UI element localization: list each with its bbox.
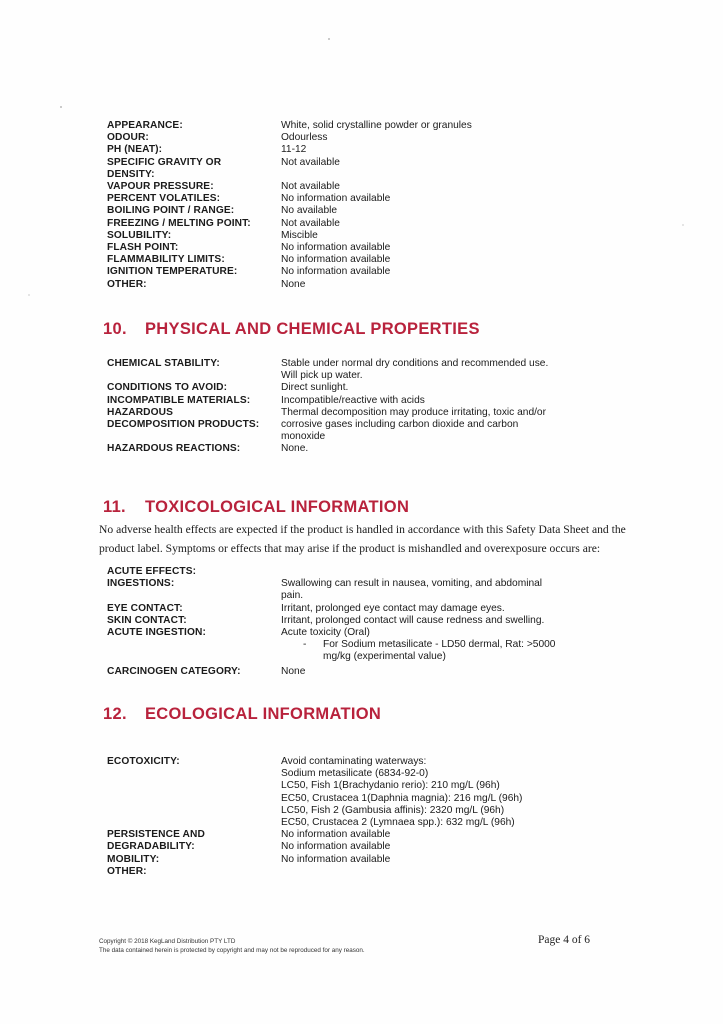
value-line: No information available — [281, 853, 391, 865]
toxicology-table — [107, 566, 587, 678]
label-line: FREEZING / MELTING POINT: — [107, 217, 251, 229]
row-value — [281, 120, 587, 132]
row-value — [281, 407, 587, 444]
section-12-heading — [103, 705, 381, 724]
row-label — [107, 242, 281, 254]
row-value — [281, 829, 587, 853]
row-label — [107, 254, 281, 266]
label-line — [107, 768, 281, 780]
row-label — [107, 266, 281, 278]
table-row — [107, 407, 587, 444]
value-line — [281, 566, 587, 578]
bullet-dash: - — [303, 639, 307, 651]
value-line: EC50, Crustacea 2 (Lymnaea spp.): 632 mg/L (96h) — [281, 817, 515, 829]
row-value — [281, 254, 587, 266]
value-line: Stable under normal dry conditions and recommended use. — [281, 358, 549, 369]
row-label — [107, 829, 281, 853]
label-line: SOLUBILITY: — [107, 229, 172, 241]
value-line: Avoid contaminating waterways: — [281, 756, 427, 767]
label-line: FLAMMABILITY LIMITS: — [107, 254, 225, 266]
label-line: IGNITION TEMPERATURE: — [107, 266, 238, 278]
scan-speck — [328, 38, 330, 40]
table-row — [107, 157, 587, 181]
label-line: SKIN CONTACT: — [107, 614, 187, 626]
label-line: ECOTOXICITY: — [107, 756, 180, 767]
value-line: No information available — [281, 841, 391, 853]
row-label — [107, 205, 281, 217]
row-value — [281, 157, 587, 181]
row-label: CARCINOGEN CATEGORY: — [107, 665, 241, 677]
value-line: Not available — [281, 156, 340, 168]
scan-speck — [60, 106, 62, 108]
row-label — [107, 854, 281, 866]
value-line: Swallowing can result in nausea, vomiting, and abdominal — [281, 578, 543, 590]
value-line: Miscible — [281, 229, 318, 241]
value-line: Will pick up water. — [281, 370, 363, 382]
value-line: No information available — [281, 254, 391, 266]
table-row — [107, 218, 587, 230]
row-label — [107, 132, 281, 144]
row-value — [281, 181, 587, 193]
row-label — [107, 443, 281, 455]
value-line: No information available — [281, 242, 391, 254]
table-row — [107, 854, 587, 866]
value-line: No available — [281, 205, 338, 217]
value-line — [281, 866, 587, 878]
toxicology-intro: No adverse health effects are expected if the product is handled in accordance with this Safety Data Sheet and the product label. Symptoms or effects that may arise if the product is mishandled and overexposure occurs are: — [99, 523, 626, 555]
row-value — [281, 230, 587, 242]
row-value — [281, 382, 587, 394]
label-line — [107, 780, 281, 792]
row-label — [107, 279, 281, 291]
row-value — [281, 603, 587, 615]
value-line: None. — [281, 443, 309, 455]
label-line: APPEARANCE: — [107, 120, 183, 131]
row-value — [281, 266, 587, 278]
label-line: CONDITIONS TO AVOID: — [107, 382, 228, 394]
table-row — [107, 266, 587, 278]
table-row — [107, 382, 587, 394]
label-line: ODOUR: — [107, 132, 149, 144]
section-number: 12. — [103, 705, 127, 723]
label-line: HAZARDOUS REACTIONS: — [107, 443, 241, 455]
row-label — [107, 230, 281, 242]
row-value — [281, 578, 587, 602]
value-line: 11-12 — [281, 144, 307, 156]
value-line: Not available — [281, 181, 340, 193]
value-line: Not available — [281, 217, 340, 229]
row-label — [107, 395, 281, 407]
value-line: LC50, Fish 1(Brachydanio rerio): 210 mg/L (96h) — [281, 780, 500, 792]
value-line: Acute toxicity (Oral) — [281, 627, 370, 639]
row-value — [281, 144, 587, 156]
label-line — [107, 370, 281, 382]
row-value — [281, 395, 587, 407]
label-line: OTHER: — [107, 865, 147, 877]
footer-copyright — [99, 938, 365, 955]
value-line: monoxide — [281, 431, 326, 443]
row-label — [107, 218, 281, 230]
ecology-table — [107, 756, 587, 878]
table-row — [107, 578, 587, 602]
label-line — [107, 590, 281, 602]
value-line: No information available — [281, 829, 391, 841]
row-value — [281, 854, 587, 866]
label-line: INCOMPATIBLE MATERIALS: — [107, 394, 251, 406]
row-label — [107, 157, 281, 181]
table-row — [107, 627, 587, 639]
table-row — [107, 443, 587, 455]
row-value — [281, 443, 587, 455]
scan-speck — [682, 224, 684, 226]
row-label — [107, 120, 281, 132]
table-row — [107, 279, 587, 291]
row-value — [281, 615, 587, 627]
bullet-line: For Sodium metasilicate - LD50 dermal, Rat: >5000 — [323, 639, 556, 651]
value-line: Sodium metasilicate (6834-92-0) — [281, 768, 429, 780]
label-line: OTHER: — [107, 278, 147, 290]
label-line — [107, 817, 281, 829]
properties-table — [107, 120, 587, 291]
table-row — [107, 205, 587, 217]
row-label — [107, 358, 281, 382]
label-line: BOILING POINT / RANGE: — [107, 205, 235, 217]
table-row — [107, 358, 587, 382]
value-line: Irritant, prolonged eye contact may damage eyes. — [281, 602, 505, 614]
label-line: ACUTE EFFECTS: — [107, 566, 197, 577]
row-value — [281, 566, 587, 578]
section-title: TOXICOLOGICAL INFORMATION — [145, 498, 410, 516]
value-line: Irritant, prolonged contact will cause redness and swelling. — [281, 614, 545, 626]
row-value — [281, 242, 587, 254]
label-line: CHEMICAL STABILITY: — [107, 358, 220, 369]
row-value: None — [281, 665, 306, 677]
label-line: PERCENT VOLATILES: — [107, 193, 221, 205]
label-line: INGESTIONS: — [107, 578, 175, 590]
row-label — [107, 603, 281, 615]
row-label — [107, 144, 281, 156]
table-row — [107, 603, 587, 615]
table-row — [107, 866, 587, 878]
table-row — [107, 254, 587, 266]
section-title: ECOLOGICAL INFORMATION — [145, 705, 382, 723]
row-label — [107, 382, 281, 394]
row-value — [281, 866, 587, 878]
value-line: LC50, Fish 2 (Gambusia affinis): 2320 mg/L (96h) — [281, 804, 505, 816]
label-line — [107, 431, 281, 443]
scan-speck — [28, 294, 30, 296]
label-line: MOBILITY: — [107, 853, 160, 865]
table-row — [107, 181, 587, 193]
label-line: DENSITY: — [107, 168, 155, 180]
row-value — [281, 279, 587, 291]
label-line: ACUTE INGESTION: — [107, 627, 206, 639]
value-line: Thermal decomposition may produce irritating, toxic and/or — [281, 406, 546, 418]
value-line: None — [281, 278, 306, 290]
label-line: FLASH POINT: — [107, 242, 179, 254]
row-label — [107, 193, 281, 205]
section-number: 10. — [103, 320, 127, 338]
table-row — [107, 242, 587, 254]
bullet-row — [107, 639, 587, 663]
row-label — [107, 756, 281, 829]
label-line: DECOMPOSITION PRODUCTS: — [107, 419, 260, 431]
label-line: EYE CONTACT: — [107, 602, 183, 614]
value-line: No information available — [281, 193, 391, 205]
row-value — [281, 193, 587, 205]
row-value — [281, 218, 587, 230]
row-label — [107, 578, 281, 602]
row-label — [107, 566, 281, 578]
label-line: DEGRADABILITY: — [107, 841, 195, 853]
section-10-heading — [103, 320, 480, 339]
section-title: PHYSICAL AND CHEMICAL PROPERTIES — [145, 320, 480, 338]
value-line: Odourless — [281, 132, 328, 144]
label-line: HAZARDOUS — [107, 406, 173, 418]
label-line: SPECIFIC GRAVITY OR — [107, 156, 222, 168]
row-label — [107, 407, 281, 444]
row-value — [281, 756, 587, 829]
row-value — [281, 205, 587, 217]
table-row — [107, 395, 587, 407]
row-value — [281, 627, 587, 639]
table-row — [107, 615, 587, 627]
value-line: Direct sunlight. — [281, 382, 349, 394]
label-line: PERSISTENCE AND — [107, 829, 205, 841]
value-line: No information available — [281, 266, 391, 278]
label-line: VAPOUR PRESSURE: — [107, 181, 214, 193]
row-label — [107, 866, 281, 878]
section-11-heading — [103, 498, 409, 517]
value-line: pain. — [281, 590, 304, 602]
value-line: EC50, Crustacea 1(Daphnia magnia): 216 mg/L (96h) — [281, 792, 523, 804]
copyright-text: Copyright © 2018 KegLand Distribution PTY LTD — [99, 938, 236, 945]
value-line: White, solid crystalline powder or granules — [281, 120, 472, 131]
stability-table — [107, 358, 587, 456]
table-row — [107, 193, 587, 205]
table-row — [107, 144, 587, 156]
label-line: PH (NEAT): — [107, 144, 163, 156]
table-row — [107, 829, 587, 853]
table-row — [107, 666, 587, 678]
label-line — [107, 793, 281, 805]
table-row — [107, 120, 587, 132]
table-row — [107, 756, 587, 829]
label-line — [107, 805, 281, 817]
bullet-text — [323, 639, 555, 663]
copyright-notice: The data contained herein is protected by copyright and may not be reproduced for any reason. — [99, 946, 365, 954]
row-label — [107, 615, 281, 627]
value-line: Incompatible/reactive with acids — [281, 394, 425, 406]
page-number: Page 4 of 6 — [538, 934, 591, 946]
table-row — [107, 132, 587, 144]
row-label — [107, 627, 281, 639]
row-value — [281, 358, 587, 382]
row-value — [281, 132, 587, 144]
table-row — [107, 230, 587, 242]
row-label — [107, 181, 281, 193]
section-number: 11. — [103, 498, 126, 516]
bullet-line: mg/kg (experimental value) — [323, 651, 446, 663]
table-row — [107, 566, 587, 578]
value-line: corrosive gases including carbon dioxide and carbon — [281, 419, 519, 431]
